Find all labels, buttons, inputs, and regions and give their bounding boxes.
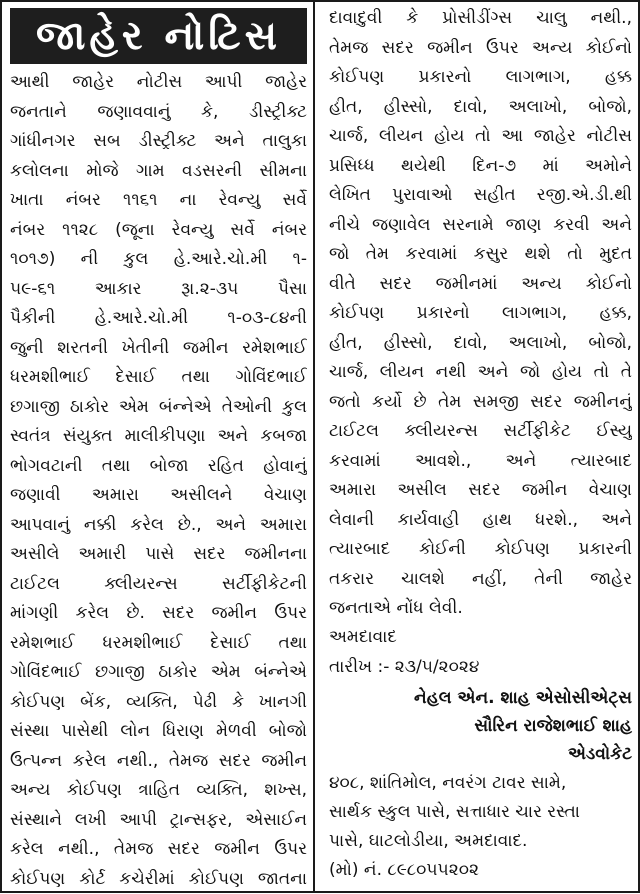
body-line: જનતાને જણાવવાનું કે, ડીસ્ટ્રીક્ટ xyxy=(10,98,307,128)
body-line: સ્વતંત્ર સંયુક્ત માલીકીપણા અને કબજા xyxy=(10,422,307,452)
body-line: જુની શરતની ખેતીની જમીન રમેશભાઈ xyxy=(10,334,307,364)
advocate-designation: એડવોકેટ xyxy=(329,744,632,764)
body-line: ત્યારબાદ કોઈની કોઈપણ પ્રકારની xyxy=(329,535,632,565)
body-line: કલોલના મોજે ગામ વડસરની સીમના xyxy=(10,157,307,187)
left-column xyxy=(2,2,315,891)
right-body xyxy=(329,4,632,624)
date-line: તારીખ :- ૨૩/૫/૨૦૨૪ xyxy=(329,657,632,677)
body-line: પૈકીની હે.આરે.ચો.મી ૧-૦૩-૮૪ની xyxy=(10,304,307,334)
left-body xyxy=(10,68,307,894)
body-line: સંસ્થાને લખી આપી ટ્રાન્સફર, એસાઈન xyxy=(10,806,307,836)
address-line: પાસે, ઘાટલોડીયા, અમદાવાદ. xyxy=(329,831,632,851)
body-line: હીત, હીસ્સો, દાવો, અલાખો, બોજો, xyxy=(329,93,632,123)
body-line: ચાર્જ, લીયન નથી અને જો હોય તો તે xyxy=(329,358,632,388)
body-line: ટાઈટલ ક્લીયરન્સ સર્ટીફીકેટની xyxy=(10,570,307,600)
body-line: કરવામાં આવશે., અને ત્યારબાદ xyxy=(329,447,632,477)
body-line: ચાર્જ, લીયન હોય તો આ જાહેર નોટીસ xyxy=(329,122,632,152)
body-line: આપવાનું નક્કી કરેલ છે., અને અમારા xyxy=(10,511,307,541)
body-line: હીત, હીસ્સો, દાવો, અલાખો, બોજો, xyxy=(329,329,632,359)
place: અમદાવાદ xyxy=(329,627,632,647)
body-line: અમારા અસીલ સદર જમીન વેચાણ xyxy=(329,476,632,506)
address-line: સાર્થક સ્કુલ પાસે, સત્તાધાર ચાર રસ્તા xyxy=(329,802,632,822)
body-line: ગોવિંદભાઈ છગાજી ઠાકોર એમ બંન્નેએ xyxy=(10,658,307,688)
body-line: જતો કર્યો છે તેમ સમજી સદર જમીનનું xyxy=(329,388,632,418)
firm-name: નેહલ એન. શાહ એસોસીએટ્સ xyxy=(329,688,632,708)
body-line: ભોગવટાની તથા બોજા રહિત હોવાનું xyxy=(10,452,307,482)
mobile-number: (મો) નં. ૮૯૮૦૫૫૨૦૨ xyxy=(329,860,632,880)
body-line: કોઈપણ પ્રકારનો લાગભાગ, હક્ક xyxy=(329,63,632,93)
body-line: લેવાની કાર્યવાહી હાથ ધરશે., અને xyxy=(329,506,632,536)
body-line: તકરાર ચાલશે નહીં, તેની જાહેર xyxy=(329,565,632,595)
body-line: દાવાદુવી કે પ્રોસીડીંગ્સ ચાલુ નથી., xyxy=(329,4,632,34)
right-column xyxy=(315,2,638,891)
body-line: માંગણી કરેલ છે. સદર જમીન ઉપર xyxy=(10,599,307,629)
body-line: રમેશભાઈ ધરમશીભાઈ દેસાઈ તથા xyxy=(10,629,307,659)
body-line: આથી જાહેર નોટીસ આપી જાહેર xyxy=(10,68,307,98)
body-line: સંસ્થા પાસેથી લોન ધિરાણ મેળવી બોજો xyxy=(10,717,307,747)
body-line: અસીલે અમારી પાસે સદર જમીનના xyxy=(10,540,307,570)
body-line: તેમજ સદર જમીન ઉપર અન્ય કોઈનો xyxy=(329,34,632,64)
advocate-name: સૌરિન રાજેશભાઈ શાહ xyxy=(329,716,632,736)
body-line: અન્ય કોઈપણ ત્રાહિત વ્યક્તિ, શખ્સ, xyxy=(10,776,307,806)
body-line: કોઈપણ બેંક, વ્યક્તિ, પેઢી કે ખાનગી xyxy=(10,688,307,718)
body-line: છગાજી ઠાકોર એમ બંન્નેએ તેઓની કુલ xyxy=(10,393,307,423)
body-line-last: જનતાએ નોંધ લેવી. xyxy=(329,594,632,624)
body-line: લેખિત પુરાવાઓ સહીત રજી.એ.ડી.થી xyxy=(329,181,632,211)
body-line: જો તેમ કરવામાં કસુર થશે તો મુદત xyxy=(329,240,632,270)
body-line: કોઈપણ પ્રકારનો લાગભાગ, હક્ક, xyxy=(329,299,632,329)
body-line: ખાતા નંબર ૧૧૬૧ ના રેવન્યુ સર્વે xyxy=(10,186,307,216)
body-line: ધરમશીભાઈ દેસાઈ તથા ગોવિંદભાઈ xyxy=(10,363,307,393)
body-line: કરેલ નથી., તેમજ સદર જમીન ઉપર xyxy=(10,835,307,865)
body-line: વીતે સદર જમીનમાં અન્ય કોઈનો xyxy=(329,270,632,300)
body-line: જણાવી અમારા અસીલને વેચાણ xyxy=(10,481,307,511)
body-line: ગાંધીનગર સબ ડીસ્ટ્રીક્ટ અને તાલુકા xyxy=(10,127,307,157)
body-line: કોઈપણ કોર્ટ કચેરીમાં કોઈપણ જાતના xyxy=(10,865,307,894)
body-line: ૧૦૧૭) ની કુલ હે.આરે.ચો.મી ૧- xyxy=(10,245,307,275)
body-line: નંબર ૧૧૨૮ (જૂના રેવન્યુ સર્વે નંબર xyxy=(10,216,307,246)
body-line: ૫૯-૬૧ આકાર રૂા.૨-૩૫ પૈસા xyxy=(10,275,307,305)
body-line: ટાઈટલ ક્લીયરન્સ સર્ટીફીકેટ ઈસ્યુ xyxy=(329,417,632,447)
body-line: ઉત્પન્ન કરેલ નથી., તેમજ સદર જમીન xyxy=(10,747,307,777)
address-line: ૪૦૮, શાંતિમોલ, નવરંગ ટાવર સામે, xyxy=(329,773,632,793)
body-line: નીચે જણાવેલ સરનામે જાણ કરવી અને xyxy=(329,211,632,241)
body-line: પ્રસિધ્ધ થયેથી દિન-૭ માં અમોને xyxy=(329,152,632,182)
notice-title: જાહેર નોટિસ xyxy=(10,8,307,64)
